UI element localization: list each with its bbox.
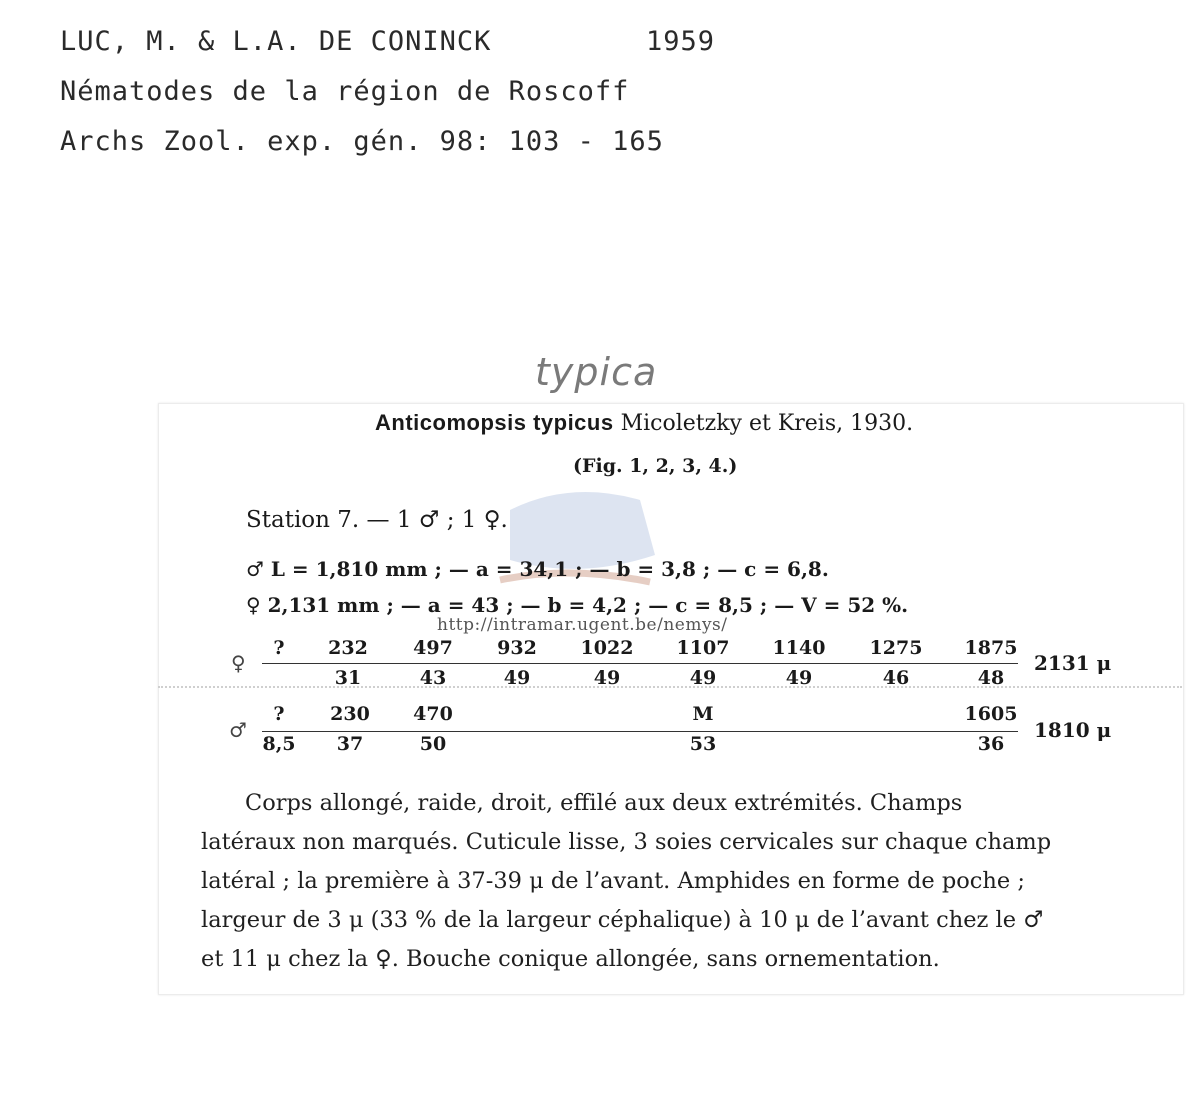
formula-cell: 49 <box>689 667 717 689</box>
description-paragraph <box>201 784 1134 979</box>
formula-cell: 230 <box>330 703 370 725</box>
watermark-logo <box>470 470 670 610</box>
citation: Archs Zool. exp. gén. 98: 103 - 165 <box>60 126 664 157</box>
formula-cell: 49 <box>593 667 621 689</box>
formula-cell: 46 <box>882 667 910 689</box>
description-line: et 11 μ chez la ♀. Bouche conique allongée, sans ornementation. <box>201 946 940 972</box>
formula-cell: 49 <box>503 667 531 689</box>
description-line: latéraux non marqués. Cuticule lisse, 3 soies cervicales sur chaque champ <box>201 829 1052 855</box>
formula-cell: 1275 <box>869 637 923 659</box>
formula-cell: 36 <box>977 733 1005 755</box>
male-formula-rule <box>262 731 1018 732</box>
description-line: Corps allongé, raide, droit, effilé aux deux extrémités. Champs <box>245 790 963 816</box>
formula-cell: 49 <box>785 667 813 689</box>
species-name: Anticomopsis typicus <box>375 410 614 435</box>
formula-cell: 1605 <box>964 703 1018 725</box>
formula-cell: 31 <box>334 667 362 689</box>
female-formula-rule <box>262 663 1018 664</box>
female-symbol: ♀ <box>231 651 246 675</box>
male-total-length: 1810 μ <box>1034 718 1112 742</box>
species-authority: Micoletzky et Kreis, 1930. <box>620 411 914 436</box>
handwritten-species-note: typica <box>535 350 658 394</box>
formula-cell: M <box>692 703 714 725</box>
formula-cell: 1022 <box>580 637 634 659</box>
description-line: largeur de 3 μ (33 % de la largeur céphalique) à 10 μ de l’avant chez le ♂ <box>201 907 1044 933</box>
formula-cell: 48 <box>977 667 1005 689</box>
formula-cell: 1875 <box>964 637 1018 659</box>
authors: LUC, M. & L.A. DE CONINCK <box>60 26 492 57</box>
year: 1959 <box>646 26 716 57</box>
station-line: Station 7. — 1 ♂ ; 1 ♀. <box>246 507 508 533</box>
species-heading <box>375 410 913 436</box>
male-measurements: ♂ L = 1,810 mm ; — a = 34,1 ; — b = 3,8 ; — c = 6,8. <box>246 557 829 581</box>
description-line: latéral ; la première à 37-39 μ de l’avant. Amphides en forme de poche ; <box>201 868 1025 894</box>
formula-cell: 50 <box>419 733 447 755</box>
formula-cell: 232 <box>328 637 368 659</box>
formula-cell: 470 <box>413 703 453 725</box>
formula-cell: 8,5 <box>262 733 296 755</box>
clipping-fold-line <box>158 686 1182 688</box>
formula-cell: ? <box>273 637 285 659</box>
formula-cell: 1140 <box>772 637 826 659</box>
figure-reference: (Fig. 1, 2, 3, 4.) <box>573 455 738 477</box>
male-symbol: ♂ <box>229 718 247 742</box>
formula-cell: 497 <box>413 637 453 659</box>
formula-cell: 37 <box>336 733 364 755</box>
female-total-length: 2131 μ <box>1034 651 1112 675</box>
female-measurements: ♀ 2,131 mm ; — a = 43 ; — b = 4,2 ; — c = 8,5 ; — V = 52 %. <box>246 593 909 617</box>
watermark-url: http://intramar.ugent.be/nemys/ <box>437 615 728 635</box>
formula-cell: 53 <box>689 733 717 755</box>
formula-cell: 932 <box>497 637 537 659</box>
formula-cell: 1107 <box>676 637 730 659</box>
paper-title: Nématodes de la région de Roscoff <box>60 76 630 107</box>
formula-cell: ? <box>273 703 285 725</box>
formula-cell: 43 <box>419 667 447 689</box>
